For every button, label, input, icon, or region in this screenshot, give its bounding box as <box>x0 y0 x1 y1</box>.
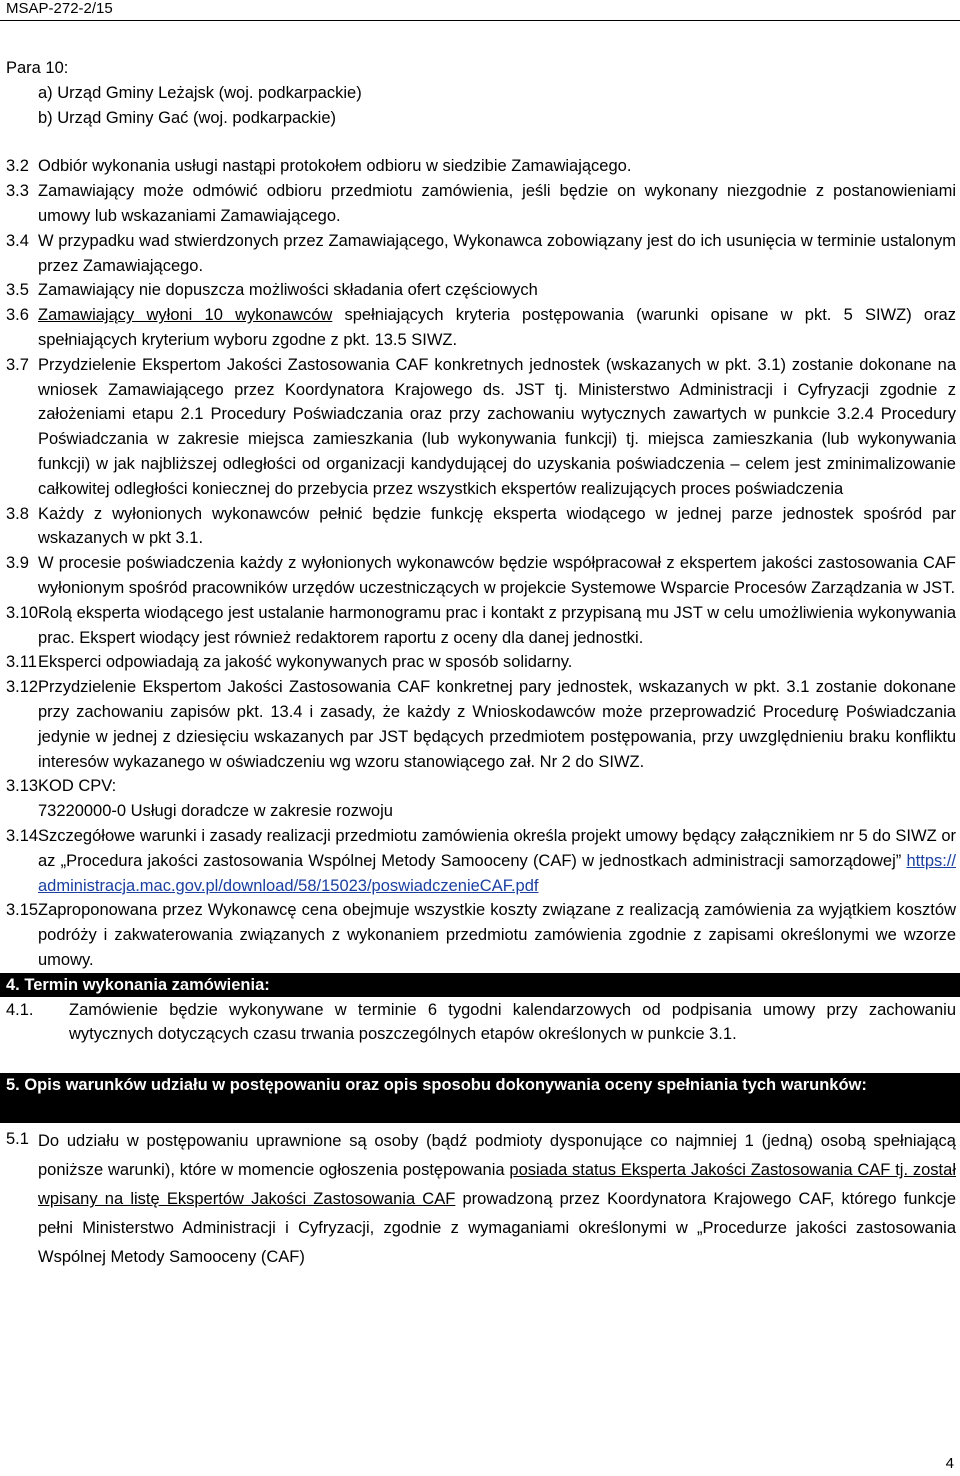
para10-item-b: b) Urząd Gminy Gać (woj. podkarpackie) <box>38 108 337 127</box>
item-5-1 <box>6 1127 956 1272</box>
item-3-9 <box>6 551 956 601</box>
para10-label: Para 10: <box>6 59 69 77</box>
item-text: Przydzielenie Ekspertom Jakości Zastosowania CAF konkretnej pary jednostek, wskazanych w pkt. 3.1 zostanie dokonane przy zachowaniu zapisów pkt. 13.4 i zasady, że każdy z Wnioskodawców może przeprowadzić Procedurę Poświadczania jedynie w jednej z dziesięciu wskazanych par JST będących przedmiotem postępowania, przy uwzględnieniu braku konfliktu interesów wykazanego w oświadczeniu wg wzoru stanowiącego zał. Nr 2 do SIWZ. <box>38 678 956 771</box>
item-number: 3.5 <box>6 281 29 300</box>
item-number: 3.12 <box>6 678 39 697</box>
item-text: spełniających kryteria postępowania (warunki opisane w pkt. 5 SIWZ) oraz spełniających kryterium wyboru zgodne z pkt. 13.5 SIWZ. <box>38 306 956 349</box>
item-text: Zaproponowana przez Wykonawcę cena obejmuje wszystkie koszty związane z realizacją zamówienia za wyjątkiem kosztów podróży i zakwaterowania związanych z wykonaniem przedmiotu zamówienia zgodnie z zapisami określonymi we wzorze umowy. <box>38 901 956 969</box>
item-number: 3.14 <box>6 826 39 845</box>
underlined-text: posiada status Eksperta Jakości Zastosowania CAF tj. został wpisany na listę Ekspertów Jakości Zastosowania CAF <box>38 1161 956 1209</box>
page-number: 4 <box>945 1455 954 1472</box>
item-3-3 <box>6 179 956 229</box>
item-number: 3.8 <box>6 504 29 523</box>
item-text: Eksperci odpowiadają za jakość wykonywanych prac w sposób solidarny. <box>38 653 573 672</box>
item-3-10 <box>6 601 956 651</box>
item-3-15 <box>6 898 956 972</box>
item-text: Szczegółowe warunki i zasady realizacji przedmiotu zamówienia określa projekt umowy będący załącznikiem nr 5 do SIWZ oraz „Procedura jakości zastosowania Wspólnej Metody Samooceny (CAF) w jednostkach administracji samorządowej” <box>38 826 956 870</box>
item-text: Do udziału w postępowaniu uprawnione są osoby (bądź podmioty dysponujące co najmniej 1 (jedną) osobą spełniającą poniższe warunki), które w momencie ogłoszenia postępowania <box>38 1132 956 1180</box>
item-text: Rolą eksperta wiodącego jest ustalanie harmonogramu prac i kontakt z przypisaną mu JST w celu umożliwienia wykonywania prac. Ekspert wiodący jest również redaktorem raportu z oceny dla danej jednostki. <box>38 603 956 647</box>
item-text-continued: prowadzoną przez Koordynatora Krajowego CAF, którego funkcje pełni Ministerstwo Administracji i Cyfryzacji, zgodnie z wymaganiami określonymi w „Procedurze jakości zastosowania Wspólnej Metody Samooceny (CAF) <box>38 1190 956 1267</box>
item-text: Odbiór wykonania usługi nastąpi protokołem odbioru w siedzibie Zamawiającego. <box>38 157 632 176</box>
item-number: 3.9 <box>6 554 29 573</box>
document-body <box>6 56 956 1272</box>
item-3-13 <box>6 774 956 824</box>
item-number: 4.1. <box>6 1000 34 1019</box>
item-text: Każdy z wyłonionych wykonawców pełnić będzie funkcję eksperta wiodącego w jednej parze jednostek spośród par wskazanych w pkt 3.1. <box>38 504 956 548</box>
item-number: 3.11 <box>6 653 37 672</box>
item-number: 3.4 <box>6 231 29 250</box>
item-text: Zamówienie będzie wykonywane w terminie 6 tygodni kalendarzowych od podpisania umowy przy zachowaniu wytycznych dotyczących czasu trwania poszczególnych etapów określonych w punkcie 3.1. <box>69 1000 956 1044</box>
item-3-5 <box>6 278 956 303</box>
item-3-2 <box>6 154 956 179</box>
header-divider <box>0 20 960 21</box>
item-text: Przydzielenie Ekspertom Jakości Zastosowania CAF konkretnych jednostek (wskazanych w pkt. 3.1) zostanie dokonane na wniosek Zamawiającego przez Koordynatora Krajowego ds. JST tj. Ministerstwo Administracji i Cyfryzacji zgodnie z założeniami etapu 2.1 Procedury Poświadczania oraz przy zachowaniu wytycznych zawartych w punkcie 3.2.4 Procedury Poświadczania w zakresie miejsca zamieszkania (lub wykonywania funkcji) tj. miejsca zamieszkania (lub wykonywania funkcji) w jak najbliższej odległości od organizacji kandydującej do uzyskania poświadczenia – celem jest zminimalizowanie całkowitej odległości koniecznej do przebycia przez wszystkich ekspertów realizujących proces poświadczenia <box>38 355 956 498</box>
item-number: 3.2 <box>6 157 29 176</box>
item-3-7 <box>6 353 956 502</box>
underlined-text: Zamawiający wyłoni 10 wykonawców <box>38 306 333 325</box>
item-text: W przypadku wad stwierdzonych przez Zamawiającego, Wykonawca zobowiązany jest do ich usunięcia w terminie ustalonym przez Zamawiającego. <box>38 231 956 275</box>
item-3-11 <box>6 650 956 675</box>
item-number: 5.1 <box>6 1130 29 1149</box>
section-4-heading: 4. Termin wykonania zamówienia: <box>0 973 960 997</box>
item-number: 3.13 <box>6 777 39 796</box>
section-5-heading: 5. Opis warunków udziału w postępowaniu oraz opis sposobu dokonywania oceny spełniania tych warunków: <box>0 1073 960 1123</box>
item-number: 3.10 <box>6 603 39 622</box>
item-3-12 <box>6 675 956 774</box>
item-4-1 <box>6 998 956 1048</box>
item-text: Zamawiający może odmówić odbioru przedmiotu zamówienia, jeśli będzie on wykonany niezgodnie z postanowieniami umowy lub wskazaniami Zamawiającego. <box>38 182 956 225</box>
cpv-code: 73220000-0 Usługi doradcze w zakresie rozwoju <box>38 802 393 821</box>
item-3-4 <box>6 229 956 279</box>
item-text: KOD CPV: <box>38 777 117 796</box>
para10-item-a: a) Urząd Gminy Leżajsk (woj. podkarpackie) <box>38 83 362 102</box>
item-number: 3.3 <box>6 182 29 201</box>
item-3-14 <box>6 824 956 898</box>
item-3-8 <box>6 502 956 552</box>
document-id: MSAP-272-2/15 <box>6 0 113 17</box>
procedure-link[interactable]: https://administracja.mac.gov.pl/download/58/15023/poswiadczenieCAF.pdf <box>38 851 956 895</box>
item-number: 3.7 <box>6 355 29 374</box>
item-text: W procesie poświadczenia każdy z wyłonionych wykonawców będzie współpracował z ekspertem jakości zastosowania CAF wyłonionym spośród pracowników urzędów uczestniczących w projekcie Systemowe Wsparcie Procesów Zarządzania w JST. <box>38 554 956 597</box>
item-3-6 <box>6 303 956 353</box>
item-number: 3.15 <box>6 901 39 920</box>
item-number: 3.6 <box>6 306 29 325</box>
item-text: Zamawiający nie dopuszcza możliwości składania ofert częściowych <box>38 281 538 300</box>
